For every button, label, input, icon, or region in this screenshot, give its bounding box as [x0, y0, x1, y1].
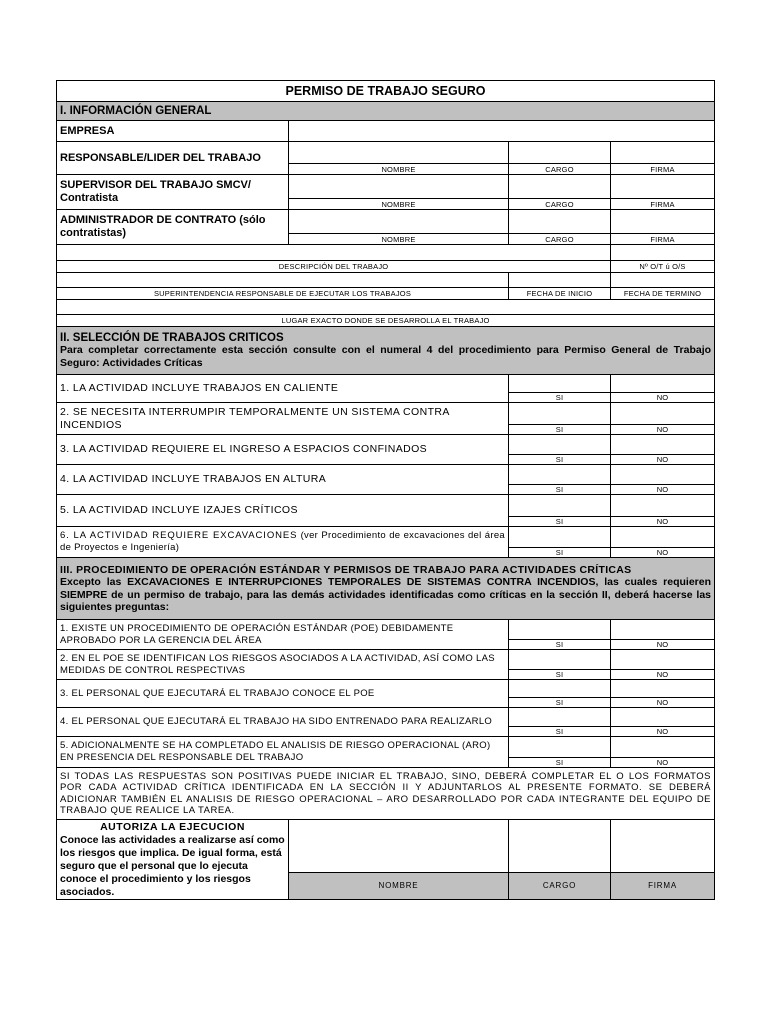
s3-q3-si-checkbox[interactable] [509, 680, 611, 698]
si-caption: SI [509, 548, 611, 558]
cargo-caption: CARGO [509, 234, 611, 245]
authorize-cargo-field[interactable] [509, 820, 611, 873]
s3-q5-si-checkbox[interactable] [509, 737, 611, 758]
no-caption: NO [611, 727, 715, 737]
s3-q2-si-checkbox[interactable] [509, 650, 611, 670]
section-3-heading: III. PROCEDIMIENTO DE OPERACIÓN ESTÁNDAR Y PERMISOS DE TRABAJO PARA ACTIVIDADES CRÍTICAS [60, 563, 632, 576]
supervisor-nombre-field[interactable] [289, 175, 509, 199]
q6-si-checkbox[interactable] [509, 527, 611, 548]
section-3-question-4: 4. EL PERSONAL QUE EJECUTARÁ EL TRABAJO HA SIDO ENTRENADO PARA REALIZARLO [57, 708, 509, 737]
section-2-question-4: 4. LA ACTIVIDAD INCLUYE TRABAJOS EN ALTURA [57, 465, 509, 495]
no-caption: NO [611, 548, 715, 558]
si-caption: SI [509, 425, 611, 435]
section-2-question-6 [57, 527, 509, 558]
fecha-termino-caption: FECHA DE TERMINO [611, 288, 715, 300]
authorize-heading: AUTORIZA LA EJECUCION [100, 821, 245, 833]
fecha-inicio-caption: FECHA DE INICIO [509, 288, 611, 300]
authorize-nombre-caption: NOMBRE [289, 872, 509, 900]
q5-si-checkbox[interactable] [509, 495, 611, 517]
section-3-header [57, 558, 715, 620]
empresa-field[interactable] [289, 121, 715, 142]
si-caption: SI [509, 517, 611, 527]
descripcion-caption: DESCRIPCIÓN DEL TRABAJO [57, 261, 611, 273]
q3-no-checkbox[interactable] [611, 435, 715, 455]
no-caption: NO [611, 485, 715, 495]
administrador-label: ADMINISTRADOR DE CONTRATO (sólo contratistas) [57, 210, 289, 245]
q1-no-checkbox[interactable] [611, 375, 715, 393]
section-3-question-2: 2. EN EL POE SE IDENTIFICAN LOS RIESGOS ASOCIADOS A LA ACTIVIDAD, ASÍ COMO LAS MEDIDAS DE CONTROL RESPECTIVAS [57, 650, 509, 680]
no-caption: NO [611, 455, 715, 465]
q6-main-text: 6. LA ACTIVIDAD REQUIERE EXCAVACIONES [60, 530, 298, 541]
authorize-cargo-caption: CARGO [509, 872, 611, 900]
si-caption: SI [509, 727, 611, 737]
section-3-question-3: 3. EL PERSONAL QUE EJECUTARÁ EL TRABAJO CONOCE EL POE [57, 680, 509, 708]
no-caption: NO [611, 640, 715, 650]
nombre-caption: NOMBRE [289, 234, 509, 245]
q2-no-checkbox[interactable] [611, 403, 715, 425]
lugar-field[interactable] [57, 300, 715, 315]
authorize-nombre-field[interactable] [289, 820, 509, 873]
section-2-question-2: 2. SE NECESITA INTERRUMPIR TEMPORALMENTE UN SISTEMA CONTRA INCENDIOS [57, 403, 509, 435]
s3-q1-si-checkbox[interactable] [509, 620, 611, 640]
num-ot-field[interactable] [611, 245, 715, 261]
section-3-intro: Excepto las EXCAVACIONES E INTERRUPCIONES TEMPORALES DE SISTEMAS CONTRA INCENDIOS, las cuales requieren SIEMPRE de un permiso de trabajo, para las demás actividades identificadas como críticas en la sección II, deberá hacerse las siguientes preguntas: [60, 576, 712, 613]
q4-no-checkbox[interactable] [611, 465, 715, 485]
no-caption: NO [611, 670, 715, 680]
supervisor-label: SUPERVISOR DEL TRABAJO SMCV/ Contratista [57, 175, 289, 210]
section-2-heading: II. SELECCIÓN DE TRABAJOS CRITICOS [60, 332, 284, 344]
form-title: PERMISO DE TRABAJO SEGURO [57, 81, 715, 102]
administrador-firma-field[interactable] [611, 210, 715, 234]
supervisor-cargo-field[interactable] [509, 175, 611, 199]
permit-table [56, 80, 715, 900]
superintendencia-field[interactable] [57, 273, 509, 288]
section-3-note: SI TODAS LAS RESPUESTAS SON POSITIVAS PUEDE INICIAR EL TRABAJO, SINO, DEBERÁ COMPLETAR EL O LOS FORMATOS POR CADA ACTIVIDAD CRÍTICA IDENTIFICADA EN LA SECCIÓN II Y ADJUNTARLOS AL PRESENTE FORMATO. SE DEBERÁ ADICIONAR TAMBIÉN EL ANALISIS DE RIESGO OPERACIONAL – ARO DESARROLLADO POR CADA INTEGRANTE DEL EQUIPO DE TRABAJO QUE REALICE LA TAREA. [57, 768, 715, 820]
s3-q4-no-checkbox[interactable] [611, 708, 715, 727]
section-2-question-3: 3. LA ACTIVIDAD REQUIERE EL INGRESO A ESPACIOS CONFINADOS [57, 435, 509, 465]
administrador-nombre-field[interactable] [289, 210, 509, 234]
q3-si-checkbox[interactable] [509, 435, 611, 455]
no-caption: NO [611, 517, 715, 527]
fecha-inicio-field[interactable] [509, 273, 611, 288]
si-caption: SI [509, 670, 611, 680]
permit-form [56, 80, 714, 900]
s3-q2-no-checkbox[interactable] [611, 650, 715, 670]
q2-si-checkbox[interactable] [509, 403, 611, 425]
responsable-nombre-field[interactable] [289, 142, 509, 164]
superintendencia-caption: SUPERINTENDENCIA RESPONSABLE DE EJECUTAR LOS TRABAJOS [57, 288, 509, 300]
q1-si-checkbox[interactable] [509, 375, 611, 393]
no-caption: NO [611, 758, 715, 768]
responsable-cargo-field[interactable] [509, 142, 611, 164]
s3-q5-no-checkbox[interactable] [611, 737, 715, 758]
firma-caption: FIRMA [611, 164, 715, 175]
section-2-question-1: 1. LA ACTIVIDAD INCLUYE TRABAJOS EN CALIENTE [57, 375, 509, 403]
si-caption: SI [509, 393, 611, 403]
responsable-firma-field[interactable] [611, 142, 715, 164]
descripcion-field[interactable] [57, 245, 611, 261]
administrador-cargo-field[interactable] [509, 210, 611, 234]
si-caption: SI [509, 485, 611, 495]
authorize-firma-field[interactable] [611, 820, 715, 873]
no-caption: NO [611, 698, 715, 708]
s3-q1-no-checkbox[interactable] [611, 620, 715, 640]
no-caption: NO [611, 393, 715, 403]
q5-no-checkbox[interactable] [611, 495, 715, 517]
q6-no-checkbox[interactable] [611, 527, 715, 548]
si-caption: SI [509, 455, 611, 465]
authorize-firma-caption: FIRMA [611, 872, 715, 900]
section-3-question-1: 1. EXISTE UN PROCEDIMIENTO DE OPERACIÓN ESTÁNDAR (POE) DEBIDAMENTE APROBADO POR LA GERENCIA DEL ÁREA [57, 620, 509, 650]
firma-caption: FIRMA [611, 234, 715, 245]
firma-caption: FIRMA [611, 199, 715, 210]
section-2-intro: Para completar correctamente esta sección consulte con el numeral 4 del procedimiento para Permiso General de Trabajo Seguro: Actividades Críticas [60, 344, 712, 369]
s3-q4-si-checkbox[interactable] [509, 708, 611, 727]
cargo-caption: CARGO [509, 164, 611, 175]
supervisor-firma-field[interactable] [611, 175, 715, 199]
responsable-label: RESPONSABLE/LIDER DEL TRABAJO [57, 142, 289, 175]
nombre-caption: NOMBRE [289, 199, 509, 210]
section-1-heading: I. INFORMACIÓN GENERAL [57, 102, 715, 121]
nombre-caption: NOMBRE [289, 164, 509, 175]
empresa-label: EMPRESA [57, 121, 289, 142]
authorize-block [57, 820, 289, 900]
si-caption: SI [509, 698, 611, 708]
authorize-text: Conoce las actividades a realizarse así como los riesgos que implica. De igual forma, está seguro que el personal que lo ejecuta conoce el procedimiento y los riesgos asociados. [60, 834, 285, 898]
cargo-caption: CARGO [509, 199, 611, 210]
s3-q3-no-checkbox[interactable] [611, 680, 715, 698]
no-caption: NO [611, 425, 715, 435]
num-ot-caption: Nº O/T ú O/S [611, 261, 715, 273]
section-2-header [57, 327, 715, 375]
lugar-caption: LUGAR EXACTO DONDE SE DESARROLLA EL TRABAJO [57, 315, 715, 327]
section-2-question-5: 5. LA ACTIVIDAD INCLUYE IZAJES CRÍTICOS [57, 495, 509, 527]
fecha-termino-field[interactable] [611, 273, 715, 288]
section-3-question-5: 5. ADICIONALMENTE SE HA COMPLETADO EL ANALISIS DE RIESGO OPERACIONAL (ARO) EN PRESENCIA DEL RESPONSABLE DEL TRABAJO [57, 737, 509, 768]
si-caption: SI [509, 640, 611, 650]
q6-note-text: (ver Procedimiento de excavaciones del área de Proyectos e Ingeniería) [60, 530, 505, 553]
si-caption: SI [509, 758, 611, 768]
q4-si-checkbox[interactable] [509, 465, 611, 485]
